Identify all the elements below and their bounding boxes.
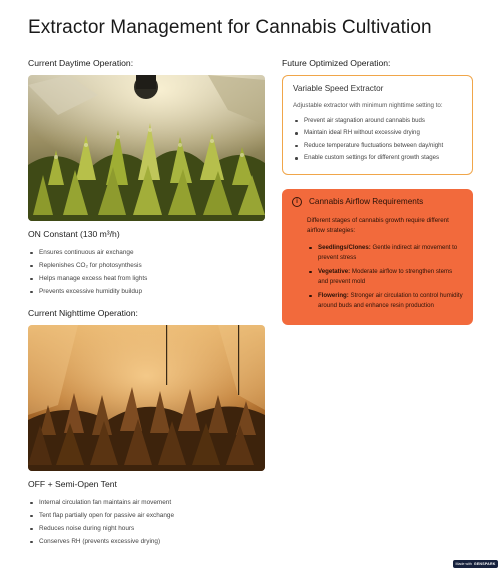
airflow-stages-list: [292, 243, 463, 312]
right-column: [282, 58, 473, 325]
stage-text: Moderate airflow to strengthen stems and prevent mold: [318, 267, 453, 285]
list-item: Replenishes CO₂ for photosynthesis: [28, 259, 266, 272]
list-item: Helps manage excess heat from lights: [28, 272, 266, 285]
nighttime-mode-title: OFF + Semi-Open Tent: [28, 479, 117, 489]
daytime-grow-photo: [28, 75, 265, 221]
info-icon: i: [292, 197, 302, 207]
stage-label: Seedlings/Clones:: [318, 243, 371, 251]
nighttime-list: [28, 496, 266, 548]
list-item: Tent flap partially open for passive air exchange: [28, 509, 266, 522]
list-item: [307, 267, 463, 288]
list-item: Prevent air stagnation around cannabis buds: [293, 116, 462, 127]
stage-label: Flowering:: [318, 291, 349, 299]
card-description: Adjustable extractor with minimum nighttime setting to:: [293, 102, 443, 109]
list-item: Reduce temperature fluctuations between day/night: [293, 141, 462, 152]
nighttime-grow-photo: [28, 325, 265, 471]
list-item: Reduces noise during night hours: [28, 522, 266, 535]
list-item: Internal circulation fan maintains air movement: [28, 496, 266, 509]
brand-name: GENSPARK: [473, 562, 496, 566]
variable-extractor-card: [282, 75, 473, 175]
list-item: [307, 291, 463, 312]
stage-text: Gentle indirect air movement to prevent stress: [318, 243, 458, 261]
airflow-requirements-card: [282, 189, 473, 325]
future-heading: Future Optimized Operation:: [282, 58, 391, 68]
daytime-list: [28, 246, 266, 298]
stage-text: Stronger air circulation to control humidity around buds and enhance resin production: [318, 291, 463, 309]
nighttime-heading: Current Nighttime Operation:: [28, 308, 138, 318]
card-title: Cannabis Airflow Requirements: [309, 197, 424, 206]
card-description: Different stages of cannabis growth require different airflow strategies:: [307, 216, 449, 234]
daytime-heading: Current Daytime Operation:: [28, 58, 134, 68]
daytime-mode-title: ON Constant (130 m³/h): [28, 229, 120, 239]
list-item: Maintain ideal RH without excessive drying: [293, 128, 462, 139]
list-item: Conserves RH (prevents excessive drying): [28, 535, 266, 548]
made-with-label: Made with: [455, 562, 472, 566]
list-item: Enable custom settings for different growth stages: [293, 153, 462, 164]
list-item: [307, 243, 463, 264]
card-title: Variable Speed Extractor: [293, 84, 384, 93]
list-item: Prevents excessive humidity buildup: [28, 285, 266, 298]
extractor-benefits-list: [293, 116, 462, 164]
stage-label: Vegetative:: [318, 267, 351, 275]
left-column: [28, 58, 266, 548]
page-title: Extractor Management for Cannabis Cultivation: [28, 17, 432, 38]
list-item: Ensures continuous air exchange: [28, 246, 266, 259]
made-with-badge[interactable]: [453, 560, 498, 568]
